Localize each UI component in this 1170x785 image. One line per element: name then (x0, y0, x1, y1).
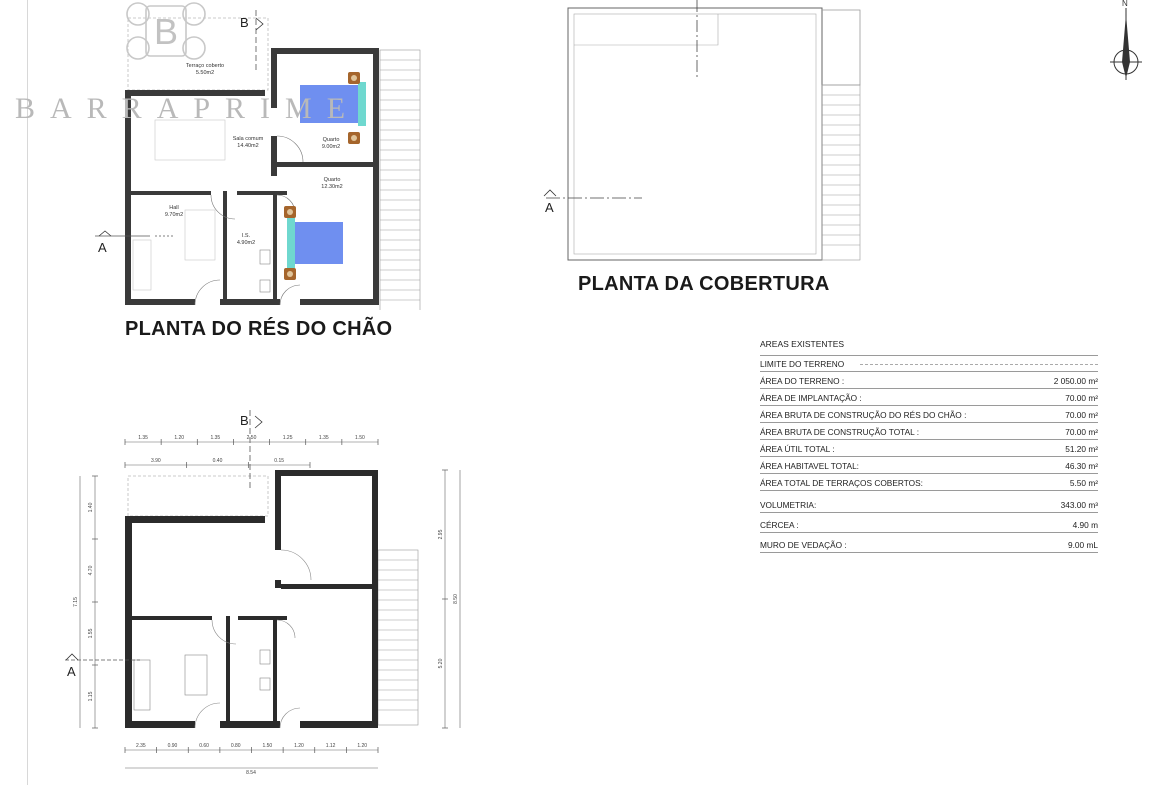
roof-section-a-mark: A (545, 200, 554, 215)
dimension-right-label: 5.20 (438, 658, 444, 669)
table-row (760, 457, 1098, 474)
dimension-top-label: 1.25 (282, 435, 293, 441)
watermark-monogram (116, 0, 216, 66)
areas-row-label: VOLUMETRIA: (760, 500, 817, 510)
dimension-left-total-label: 7.15 (73, 597, 79, 607)
bed-2 (284, 206, 343, 280)
dimension-top-label: 1.50 (355, 435, 365, 441)
table-row (760, 513, 1098, 533)
dimension-bottom-label: 1.20 (294, 743, 304, 749)
areas-row-label: ÁREA TOTAL DE TERRAÇOS COBERTOS: (760, 478, 923, 488)
areas-row-value: 51.20 m² (1065, 444, 1098, 454)
roof-plan-title: PLANTA DA COBERTURA (578, 273, 830, 295)
areas-row-label: ÁREA DE IMPLANTAÇÃO : (760, 393, 862, 403)
areas-row-value: 46.30 m² (1065, 461, 1098, 471)
dimension-top-label: 2.50 (246, 435, 257, 441)
table-row (760, 533, 1098, 553)
dimension-bottom-label: 1.20 (357, 743, 368, 749)
areas-row-value: 2 050.00 m² (1053, 376, 1098, 386)
areas-row-label: CÉRCEA : (760, 520, 799, 530)
north-arrow-icon (1100, 0, 1150, 85)
table-row (760, 406, 1098, 423)
dimension-bottom-label: 0.80 (230, 743, 241, 749)
dimension-top-sub-label: 0.40 (212, 458, 223, 464)
dim-section-b-mark: B (240, 413, 249, 428)
dimension-bottom-label: 2.35 (135, 743, 146, 749)
dimension-top-label: 1.35 (210, 435, 221, 441)
areas-row-value: 4.90 m (1072, 520, 1098, 530)
dim-section-a-mark: A (67, 664, 76, 679)
areas-row-value: 5.50 m² (1069, 478, 1098, 488)
room-label-bedroom-2: Quarto 12.30m2 (321, 177, 343, 190)
roof-plan (540, 0, 870, 270)
dimension-right-total-label: 8.50 (453, 594, 459, 604)
table-row (760, 423, 1098, 440)
areas-row-label: MURO DE VEDAÇÃO : (760, 540, 847, 550)
areas-row-label: ÁREA HABITAVEL TOTAL: (760, 461, 859, 471)
room-label-hall: Hall 9.70m2 (164, 205, 184, 218)
dimension-ticks (92, 439, 448, 753)
dimension-top-sub-label: 3.90 (150, 458, 161, 464)
dimension-left-label: 1.15 (88, 691, 94, 702)
areas-row-value: 343.00 m³ (1060, 500, 1098, 510)
dimension-bottom-label: 0.60 (199, 743, 209, 749)
areas-row-label: ÁREA DO TERRENO : (760, 376, 845, 386)
dimension-top-label: 1.35 (138, 435, 148, 441)
section-a-mark: A (98, 240, 107, 255)
dimension-bottom-label: 1.50 (262, 743, 273, 749)
areas-row-value: 70.00 m² (1065, 410, 1098, 420)
watermark-monogram-letter: B (153, 11, 179, 52)
watermark-text: BARRAPRIME (15, 92, 361, 125)
dimension-bottom-label: 0.90 (167, 743, 178, 749)
areas-table (760, 339, 1098, 553)
areas-row-label: ÁREA BRUTA DE CONSTRUÇÃO TOTAL : (760, 427, 920, 437)
areas-row-value: 70.00 m² (1065, 393, 1098, 403)
dimensioned-floor-plan (60, 410, 480, 782)
areas-row-label: ÁREA ÚTIL TOTAL : (760, 444, 835, 454)
dimensioned-plan-stairs (378, 550, 418, 725)
room-label-living: Sala comum 14.40m2 (232, 136, 264, 149)
areas-row-value: 9.00 mL (1068, 540, 1098, 550)
north-label: N (1122, 0, 1128, 8)
areas-row-value: 70.00 m² (1065, 427, 1098, 437)
roof-stairs (822, 85, 860, 260)
dimension-bottom-total-label: 8.54 (246, 770, 256, 776)
dimension-top-sub-label: 0.15 (274, 458, 285, 464)
room-label-wc: I.S. 4.90m2 (236, 233, 256, 246)
dimension-left-label: 1.40 (88, 502, 94, 513)
table-row (760, 372, 1098, 389)
table-row (760, 389, 1098, 406)
areas-limit-dash (860, 364, 1098, 365)
table-row (760, 474, 1098, 491)
room-label-terrace: Terraço coberto 5.50m2 (185, 63, 225, 76)
dimensioned-plan-walls (125, 470, 378, 728)
areas-limit-row (760, 355, 1098, 372)
section-b-mark: B (240, 15, 249, 30)
room-label-bedroom-1: Quarto 9.00m2 (321, 137, 341, 150)
dimension-right-label: 2.95 (438, 529, 444, 540)
dimension-top-label: 1.35 (318, 435, 329, 441)
table-row (760, 491, 1098, 513)
areas-table-title: AREAS EXISTENTES (760, 339, 845, 349)
areas-limit-label: LIMITE DO TERRENO (760, 359, 845, 369)
exterior-stairs (380, 50, 420, 310)
dimension-bottom-label: 1.12 (325, 743, 336, 749)
dimension-top-label: 1.20 (174, 435, 185, 441)
ground-floor-title: PLANTA DO RÉS DO CHÃO (125, 318, 393, 340)
dimension-left-label: 1.55 (88, 628, 94, 639)
dimension-lines (80, 442, 460, 768)
areas-row-label: ÁREA BRUTA DE CONSTRUÇÃO DO RÉS DO CHÃO : (760, 410, 967, 420)
dimension-left-label: 4.70 (88, 565, 94, 576)
table-row (760, 440, 1098, 457)
